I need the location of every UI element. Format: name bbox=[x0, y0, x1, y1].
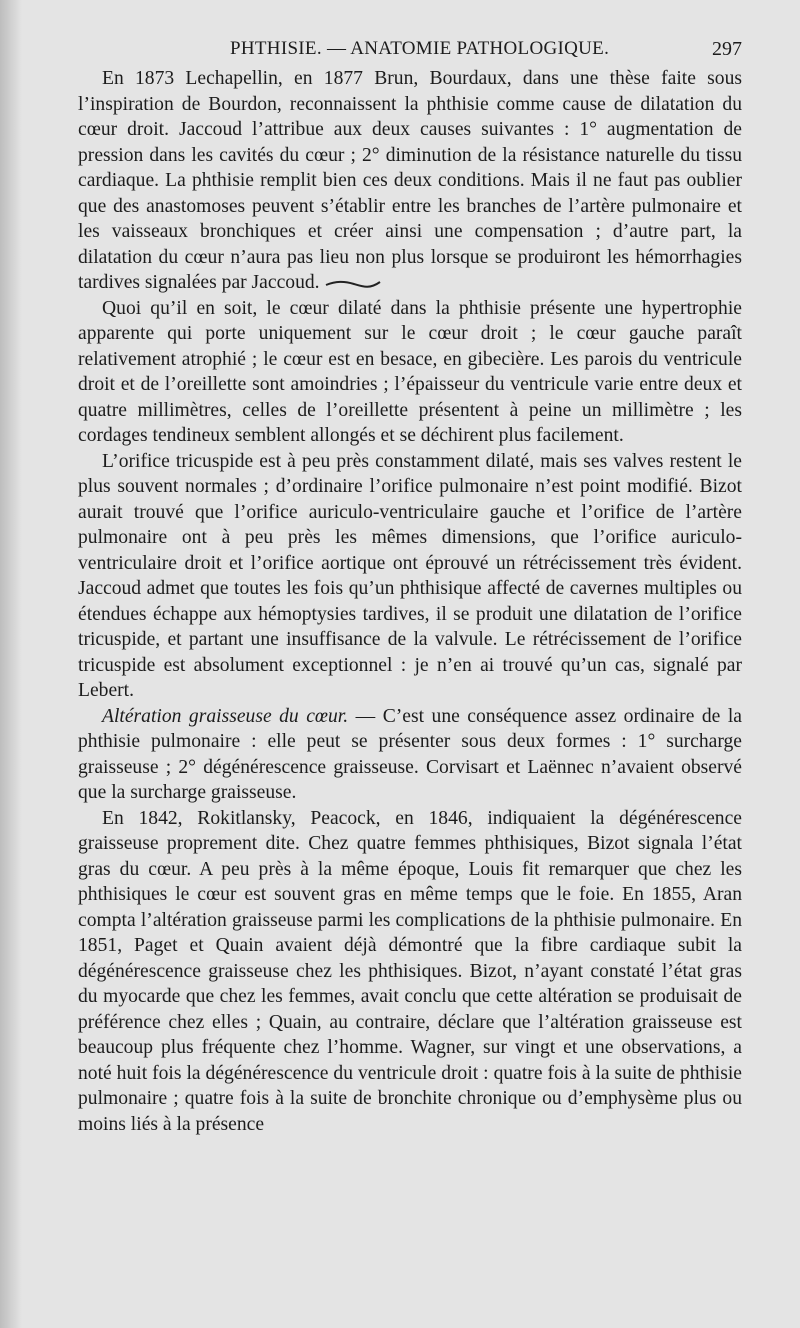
paragraph-5: En 1842, Rokitlansky, Peacock, en 1846, indiquaient la dégénérescence graisseuse proprement dite. Chez quatre femmes phthisiques, Bizot signala l’état gras du cœur. A peu près à la même époque, Louis fit remarquer que chez les phthisiques le cœur est souvent gras en même temps que le foie. En 1855, Aran compta l’altération graisseuse parmi les complications de la phthisie pulmonaire. En 1851, Paget et Quain avaient déjà démontré que la fibre cardiaque subit la dégénérescence graisseuse chez les phthisiques. Bizot, n’ayant constaté l’état gras du myocarde que chez les femmes, avait conclu que cette altération se produisait de préférence chez elles ; Quain, au contraire, déclare que l’altération graisseuse est beaucoup plus fréquente chez l’homme. Wagner, sur vingt et une observations, a noté huit fois la dégénérescence du ventricule droit : quatre fois à la suite de phthisie pulmonaire ; quatre fois à la suite de bronchite chronique ou d’emphysème plus ou moins liés à la présence bbox=[78, 807, 742, 1135]
page-number: 297 bbox=[712, 38, 742, 60]
page-header bbox=[78, 38, 742, 68]
paragraph-3: L’orifice tricuspide est à peu près constamment dilaté, mais ses valves restent le plus souvent normales ; d’ordinaire l’orifice pulmonaire n’est point modifié. Bizot aurait trouvé que l’orifice auriculo-ventriculaire gauche et l’orifice de l’artère pulmonaire ont à peu près les mêmes dimensions, que l’orifice auriculo-ventriculaire droit et l’orifice aortique ont éprouvé un rétrécissement très évident. Jaccoud admet que toutes les fois qu’un phthisique affecté de cavernes multiples ou étendues échappe aux hémoptysies tardives, il se produit une dilatation de l’orifice tricuspide, et partant une insuffisance de la valvule. Le rétrécissement de l’orifice tricuspide est absolument exceptionnel : je n’en ai trouvé qu’un cas, signalé par Lebert. bbox=[78, 450, 742, 701]
section-heading-italic: Altération graisseuse du cœur. bbox=[102, 705, 349, 727]
ink-squiggle-mark bbox=[324, 277, 384, 291]
body-text bbox=[78, 66, 742, 1137]
paragraph-2: Quoi qu’il en soit, le cœur dilaté dans la phthisie présente une hypertrophie apparente qui porte uniquement sur le cœur droit ; le cœur gauche paraît relativement atrophié ; le cœur est en besace, en gibecière. Les parois du ventricule droit et de l’oreillette sont amoindries ; l’épaisseur du ventricule varie entre deux et quatre millimètres, celles de l’oreillette présentent à peine un millimètre ; les cordages tendineux semblent allongés et se déchirent plus facilement. bbox=[78, 297, 742, 446]
paragraph-4 bbox=[78, 704, 742, 806]
paragraph-4-text: — C’est une conséquence assez ordinaire de la phthisie pulmonaire : elle peut se présenter sous deux formes : 1° surcharge graisseuse ; 2° dégénérescence graisseuse. Corvisart et Laënnec n’avaient observé que la surcharge graisseuse. bbox=[78, 705, 742, 803]
running-title: PHTHISIE. — ANATOMIE PATHOLOGIQUE. bbox=[230, 38, 610, 59]
paragraph-1-text: En 1873 Lechapellin, en 1877 Brun, Bourdaux, dans une thèse faite sous l’inspiration de Bourdon, reconnaissent la phthisie comme cause de dilatation du cœur droit. Jaccoud l’attribue aux deux causes suivantes : 1° augmentation de pression dans les cavités du cœur ; 2° diminution de la résistance naturelle du tissu cardiaque. La phthisie remplit bien ces deux conditions. Mais il ne faut pas oublier que des anastomoses peuvent s’établir entre les branches de l’artère pulmonaire et les vaisseaux bronchiques et créer ainsi une compensation ; d’autre part, la dilatation du cœur n’aura pas lieu non plus lorsque se produiront les hémorrhagies tardives signalées par Jaccoud. bbox=[78, 68, 742, 293]
page-gutter-shadow bbox=[0, 0, 22, 1328]
paragraph-1 bbox=[78, 66, 742, 296]
